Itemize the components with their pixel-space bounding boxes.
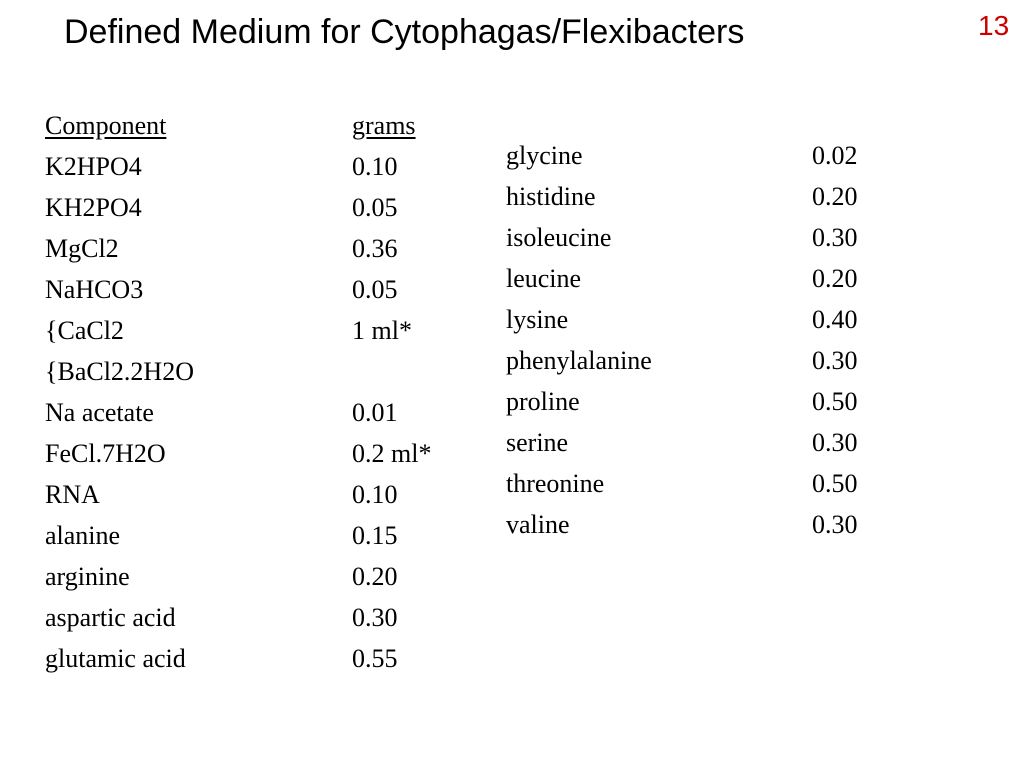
component-amount: 0.30	[352, 603, 398, 632]
component-name: threonine	[506, 469, 605, 498]
slide-number: 13	[978, 10, 1010, 41]
component-amount: 0.30	[812, 346, 858, 375]
header-component: Component	[45, 111, 167, 140]
component-amount: 0.02	[812, 141, 858, 170]
component-name: alanine	[45, 521, 121, 550]
component-name: valine	[506, 510, 570, 539]
component-name: serine	[506, 428, 569, 457]
component-name: MgCl2	[45, 234, 119, 263]
component-amount: 0.10	[352, 152, 398, 181]
component-amount: 0.50	[812, 469, 858, 498]
component-name: lysine	[506, 305, 569, 334]
component-amount: 0.20	[812, 182, 858, 211]
component-amount: 0.36	[352, 234, 398, 263]
component-amount: 0.15	[352, 521, 398, 550]
component-name: isoleucine	[506, 223, 612, 252]
component-name: histidine	[506, 182, 596, 211]
slide-title: Defined Medium for Cytophagas/Flexibacters	[64, 13, 745, 51]
component-name: {BaCl2.2H2O	[45, 357, 194, 386]
component-name: phenylalanine	[506, 346, 652, 375]
component-amount: 0.50	[812, 387, 858, 416]
component-amount: 0.40	[812, 305, 858, 334]
component-amount: 0.05	[352, 275, 398, 304]
component-name: leucine	[506, 264, 582, 293]
component-name: K2HPO4	[45, 152, 142, 181]
component-amount: 0.10	[352, 480, 398, 509]
component-name: NaHCO3	[45, 275, 144, 304]
component-amount: 0.20	[812, 264, 858, 293]
component-name: {CaCl2	[45, 316, 124, 345]
component-amount: 1 ml*	[352, 316, 412, 345]
component-amount: 0.30	[812, 510, 858, 539]
component-name: RNA	[45, 480, 100, 509]
component-amount: 0.30	[812, 428, 858, 457]
component-name: glutamic acid	[45, 644, 186, 673]
component-amount: 0.01	[352, 398, 398, 427]
component-name: FeCl.7H2O	[45, 439, 166, 468]
header-grams: grams	[352, 111, 416, 140]
component-name: arginine	[45, 562, 130, 591]
component-amount: 0.2 ml*	[352, 439, 432, 468]
component-name: aspartic acid	[45, 603, 176, 632]
component-amount: 0.05	[352, 193, 398, 222]
component-name: proline	[506, 387, 580, 416]
component-name: Na acetate	[45, 398, 154, 427]
component-amount: 0.55	[352, 644, 398, 673]
component-name: glycine	[506, 141, 583, 170]
component-amount: 0.20	[352, 562, 398, 591]
component-amount: 0.30	[812, 223, 858, 252]
component-name: KH2PO4	[45, 193, 142, 222]
